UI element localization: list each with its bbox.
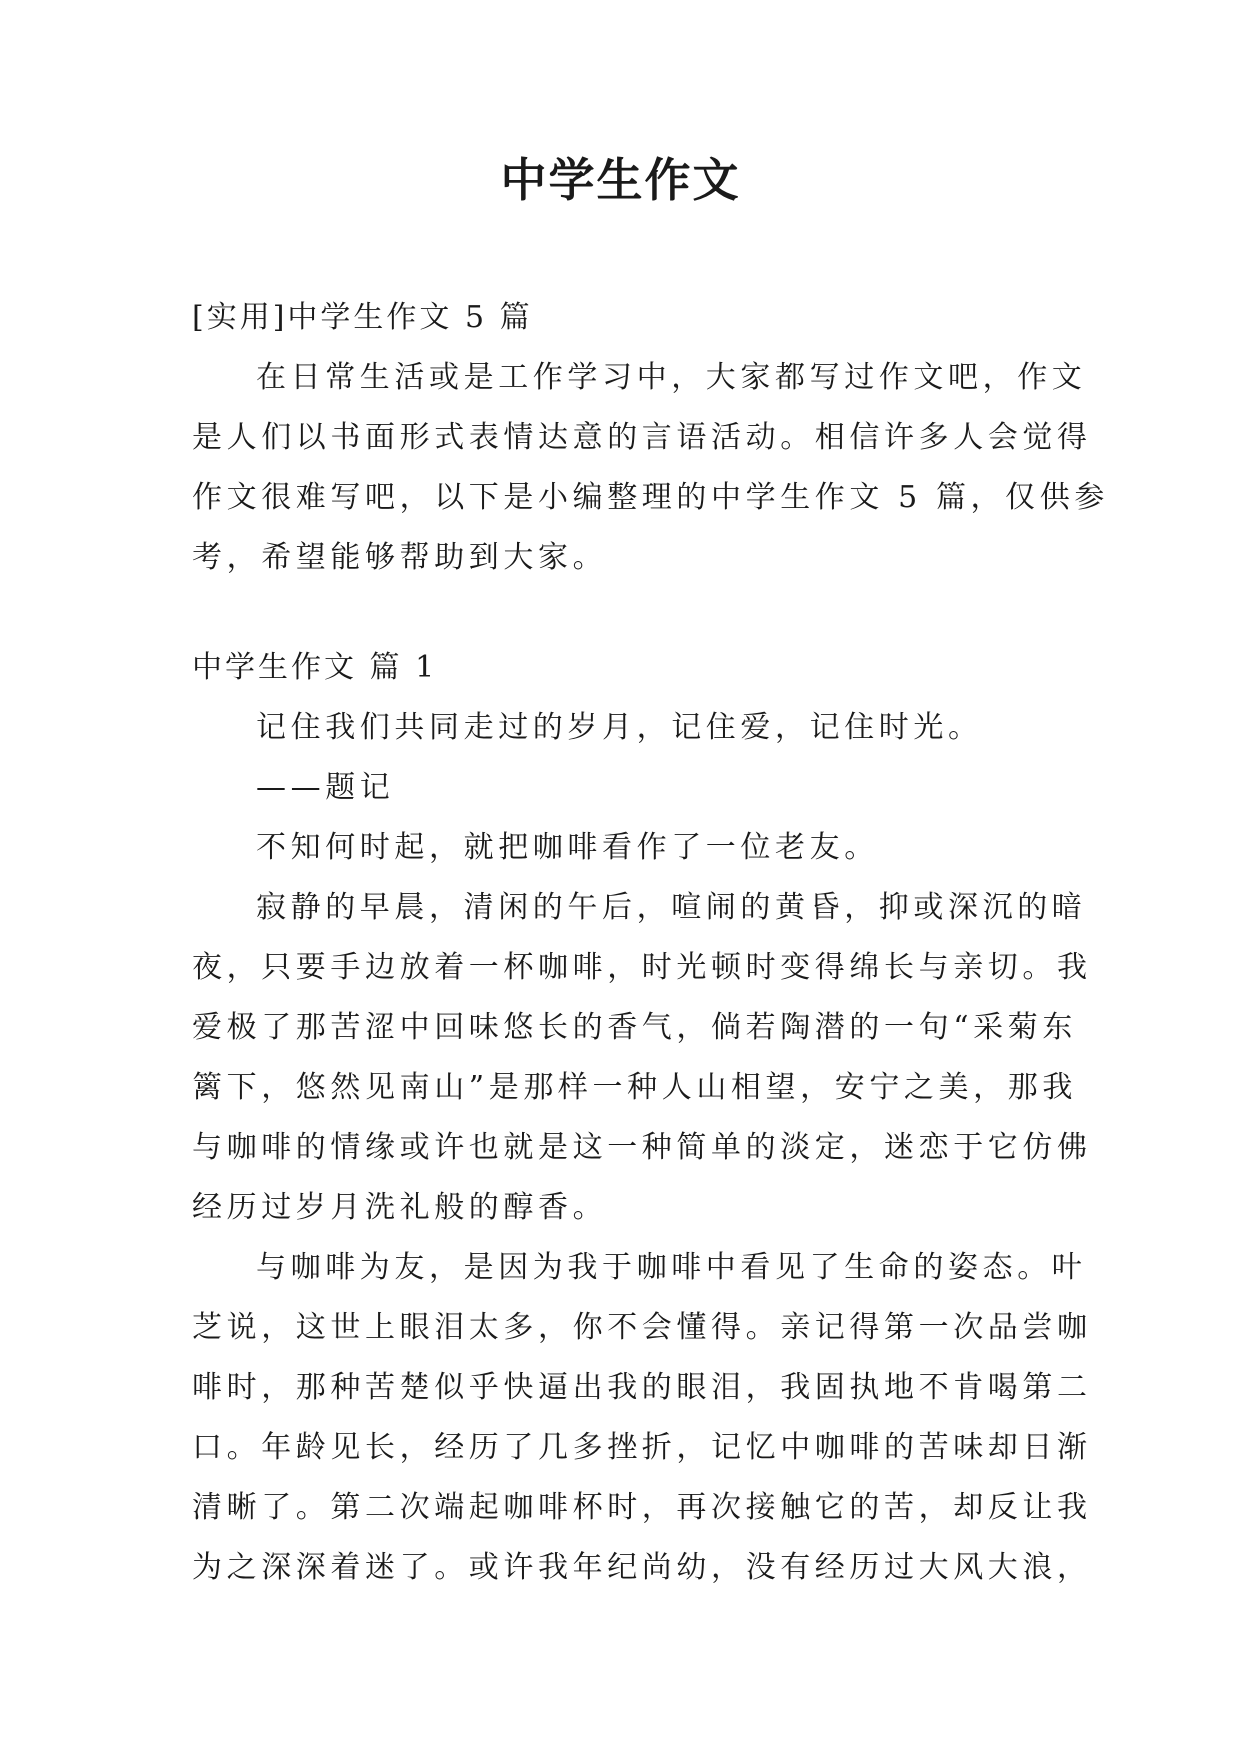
paragraph-line: 芝说，这世上眼泪太多，你不会懂得。亲记得第一次品尝咖 [192, 1310, 1092, 1345]
paragraph-line: 寂静的早晨，清闲的午后，喧闹的黄昏，抑或深沉的暗 [256, 890, 1087, 925]
paragraph-line: 清晰了。第二次端起咖啡杯时，再次接触它的苦，却反让我 [192, 1490, 1092, 1525]
paragraph-line: 篱下，悠然见南山”是那样一种人山相望，安宁之美，那我 [192, 1070, 1077, 1105]
document-body [192, 288, 1109, 1598]
epigraph-line: 记住我们共同走过的岁月，记住爱，记住时光。 [256, 710, 983, 745]
document-title: 中学生作文 [500, 153, 741, 207]
paragraph-line: 爱极了那苦涩中回味悠长的香气，倘若陶潜的一句“采菊东 [192, 1010, 1077, 1045]
epigraph-attribution: ——题记 [256, 770, 395, 805]
section-heading: 中学生作文 篇 1 [192, 650, 438, 685]
intro-line: 在日常生活或是工作学习中，大家都写过作文吧，作文 [256, 360, 1087, 395]
paragraph-gap [192, 588, 1062, 638]
paragraph-line: 与咖啡为友，是因为我于咖啡中看见了生命的姿态。叶 [256, 1250, 1087, 1285]
document-subtitle: [实用]中学生作文 5 篇 [192, 300, 533, 335]
intro-line: 是人们以书面形式表情达意的言语活动。相信许多人会觉得 [192, 420, 1092, 455]
paragraph-line: 夜，只要手边放着一杯咖啡，时光顿时变得绵长与亲切。我 [192, 950, 1092, 985]
intro-line: 考，希望能够帮助到大家。 [192, 540, 608, 575]
paragraph-line: 啡时，那种苦楚似乎快逼出我的眼泪，我固执地不肯喝第二 [192, 1370, 1092, 1405]
intro-line: 作文很难写吧，以下是小编整理的中学生作文 5 篇，仅供参 [192, 480, 1109, 515]
paragraph-line: 不知何时起，就把咖啡看作了一位老友。 [256, 830, 879, 865]
paragraph-line: 经历过岁月洗礼般的醇香。 [192, 1190, 608, 1225]
paragraph-line: 为之深深着迷了。或许我年纪尚幼，没有经历过大风大浪， [192, 1550, 1092, 1585]
paragraph-line: 与咖啡的情缘或许也就是这一种简单的淡定，迷恋于它仿佛 [192, 1130, 1092, 1165]
paragraph-line: 口。年龄见长，经历了几多挫折，记忆中咖啡的苦味却日渐 [192, 1430, 1092, 1465]
